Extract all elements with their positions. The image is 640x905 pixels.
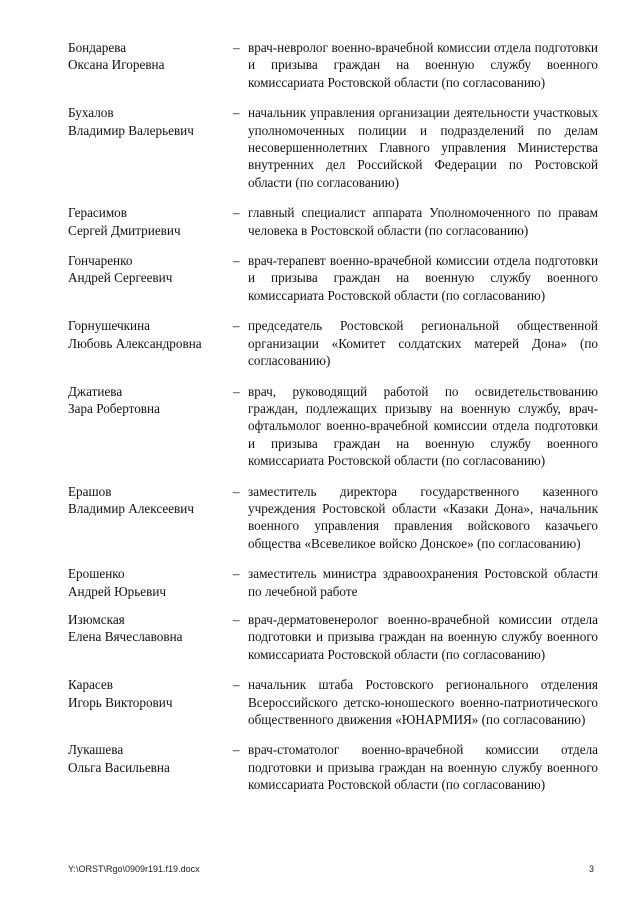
member-given-names: Любовь Александровна: [68, 335, 202, 351]
member-entry: [68, 252, 598, 304]
member-surname: Гончаренко: [68, 253, 133, 269]
member-name: [68, 383, 233, 418]
member-entry: [68, 483, 598, 553]
member-surname: Карасев: [68, 677, 114, 693]
member-surname: Ерошенко: [68, 566, 125, 582]
entry-dash: –: [233, 742, 240, 758]
member-given-names: Зара Робертовна: [68, 400, 160, 416]
member-surname: Бондарева: [68, 40, 127, 55]
file-path: Y:\ORST\Rgo\0909r191.f19.docx: [68, 864, 200, 874]
entry-dash: –: [233, 611, 240, 627]
member-given-names: Сергей Дмитриевич: [68, 222, 181, 238]
member-entry: [68, 204, 598, 239]
member-position: врач-дерматовенеролог военно-врачебной комиссии отдела подготовки и призыва граждан на военную службу военного комиссариата Ростовской области (по согласованию): [248, 611, 598, 662]
member-given-names: Владимир Валерьевич: [68, 122, 194, 138]
member-name: [68, 204, 233, 239]
member-name: [68, 483, 233, 518]
entry-dash: –: [233, 318, 240, 334]
member-surname: Герасимов: [68, 205, 127, 221]
member-entry: [68, 383, 598, 470]
entry-dash: –: [233, 105, 240, 121]
member-list: [68, 39, 598, 807]
member-given-names: Ольга Васильевна: [68, 759, 170, 775]
member-name: [68, 317, 233, 352]
member-name: [68, 676, 233, 711]
member-entry: [68, 611, 598, 663]
member-entry: [68, 317, 598, 369]
member-position: начальник штаба Ростовского регионального отделения Всероссийского детско-юношеского военно-патриотического общественного движения «ЮНАРМИЯ» (по согласованию): [248, 677, 598, 727]
member-given-names: Андрей Юрьевич: [68, 583, 167, 599]
member-surname: Горнушечкина: [68, 318, 150, 334]
member-name: [68, 39, 233, 74]
entry-dash: –: [233, 677, 240, 693]
member-given-names: Игорь Викторович: [68, 694, 173, 710]
member-surname: Изюмская: [68, 611, 125, 627]
member-surname: Джатиева: [68, 383, 123, 399]
member-name: [68, 741, 233, 776]
member-position: врач-терапевт военно-врачебной комиссии отдела подготовки и призыва граждан на военную службу военного комиссариата Ростовской области (по согласованию): [248, 253, 598, 303]
entry-dash: –: [233, 483, 240, 499]
member-given-names: Оксана Игоревна: [68, 57, 165, 73]
page-number: 3: [588, 864, 594, 874]
member-surname: Бухалов: [68, 105, 114, 121]
member-position: начальник управления организации деятельности участковых уполномоченных полиции и подразделений по делам несовершеннолетних Главного управления Министерства внутренних дел Российской Федерации по Ростовской области (по согласованию): [248, 105, 598, 190]
member-name: [68, 611, 233, 646]
member-position: заместитель министра здравоохранения Ростовской области по лечебной работе: [248, 566, 598, 599]
member-surname: Лукашева: [68, 742, 124, 758]
member-position: врач-невролог военно-врачебной комиссии отдела подготовки и призыва граждан на военную службу военного комиссариата Ростовской области (по согласованию): [248, 40, 598, 90]
page-footer: [68, 864, 594, 874]
member-name: [68, 252, 233, 287]
member-position: врач, руководящий работой по освидетельствованию граждан, подлежащих призыву на военную службу, врач-офтальмолог военно-врачебной комиссии отдела подготовки и призыва граждан на военную службу военного комиссариата Ростовской области (по согласованию): [248, 383, 598, 469]
entry-dash: –: [233, 383, 240, 399]
member-surname: Ерашов: [68, 483, 112, 499]
member-position: председатель Ростовской региональной общественной организации «Комитет солдатских матерей Дона» (по согласованию): [248, 318, 598, 369]
member-position: главный специалист аппарата Уполномоченного по правам человека в Ростовской области (по согласованию): [248, 205, 598, 238]
entry-dash: –: [233, 205, 240, 221]
entry-dash: –: [233, 253, 240, 269]
member-name: [68, 104, 233, 139]
member-position: врач-стоматолог военно-врачебной комиссии отдела подготовки и призыва граждан на военную службу военного комиссариата Ростовской области (по согласованию): [248, 742, 598, 793]
member-name: [68, 565, 233, 600]
member-position: заместитель директора государственного казенного учреждения Ростовской области «Казаки Дона», начальник военного управления правления войскового казачьего общества «Всевеликое войско Донское» (по согласованию): [248, 483, 598, 551]
entry-dash: –: [233, 566, 240, 582]
member-entry: [68, 39, 598, 91]
member-entry: [68, 104, 598, 191]
entry-dash: –: [233, 40, 240, 55]
member-entry: [68, 676, 598, 728]
member-entry: [68, 741, 598, 793]
member-given-names: Владимир Алексеевич: [68, 500, 194, 516]
member-entry: [68, 565, 598, 600]
member-given-names: Андрей Сергеевич: [68, 270, 173, 286]
member-given-names: Елена Вячеславовна: [68, 629, 183, 645]
